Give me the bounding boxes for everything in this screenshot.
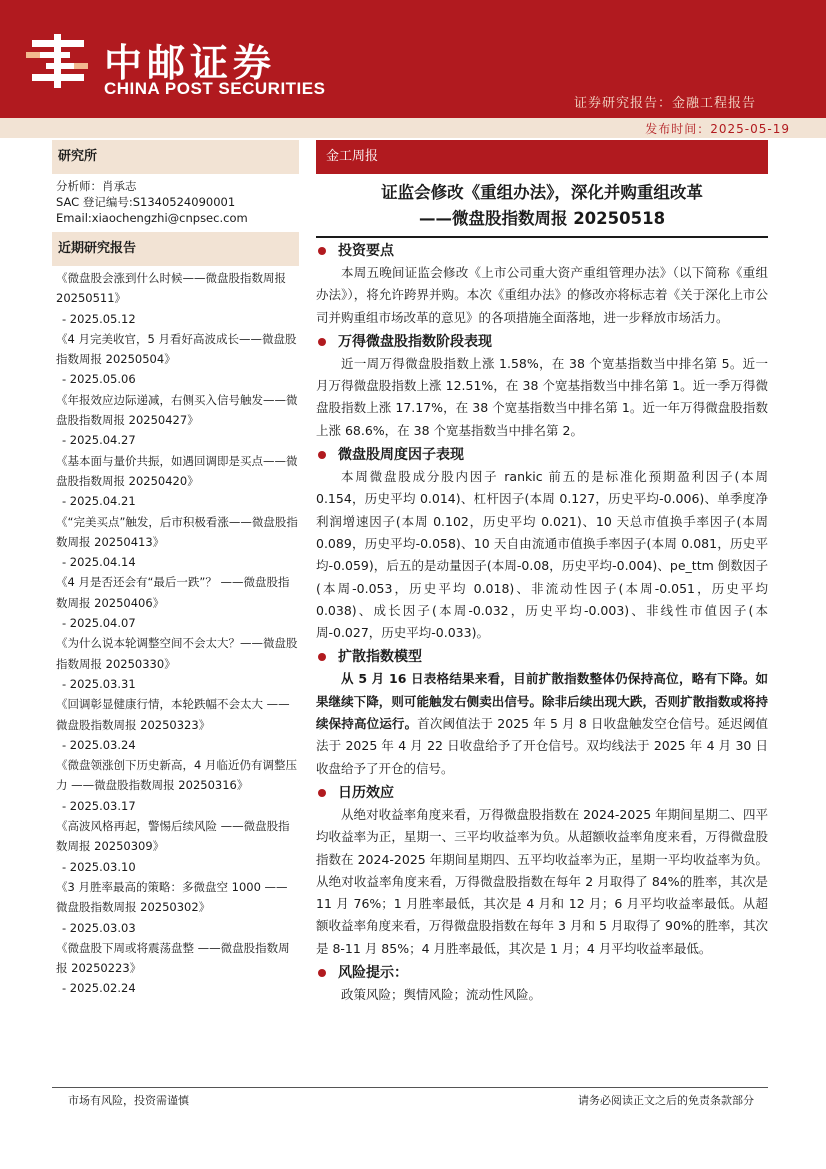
analyst-info [52, 174, 299, 230]
report-sections [316, 240, 768, 1006]
recent-report-item[interactable] [56, 755, 299, 816]
section-paragraph [316, 804, 768, 960]
bullet-dot-icon [318, 247, 326, 255]
recent-report-title[interactable]: 《3 月胜率最高的策略：多微盘空 1000 ——微盘股指数周报 20250302》 [56, 879, 288, 915]
recent-report-title[interactable]: 《回调彰显健康行情，本轮跌幅不会太大 ——微盘股指数周报 20250323》 [56, 697, 290, 732]
bullet-dot-icon [318, 789, 326, 797]
section-paragraph-text: 近一周万得微盘股指数上涨 1.58%，在 38 个宽基指数当中排名第 5。近一月万得微盘股指数上涨 12.51%，在 38 个宽基指数当中排名第 1。近一季万得微盘股指数上涨 17.17%，在 38 个宽基指数当中排名第 1。近一年万得微盘股指数上涨 68.6%，在 38 个宽基指数当中排名第 2。 [316, 355, 768, 438]
recent-report-date: - 2025.03.17 [62, 798, 136, 813]
recent-report-item[interactable] [56, 633, 299, 694]
section-paragraph-text: 首次阈值法于 2025 年 5 月 8 日收盘触发空仓信号。延迟阈值法于 2025 年 4 月 22 日收盘给予了开仓信号。双均线法于 2025 年 4 月 30 日收盘给予了开仓的信号。 [316, 716, 768, 776]
institute-heading: 研究所 [52, 140, 299, 174]
section-paragraph-text: 本周微盘股成分股内因子 rankic 前五的是标准化预期盈利因子(本周 0.154，历史平均 0.014)、杠杆因子(本周 0.127，历史平均-0.006)、单季度净利润增速因子(本周 0.102，历史平均 0.021)、10 天总市值换手率因子(本周 0.089，历史平均-0.058)、10 天自由流通市值换手率因子(本周 0.081，历史平均-0.059)，后五的是动量因子(本周-0.08，历史平均-0.004)、pe_ttm 倒数因子(本周-0.053，历史平均 0.018)、非流动性因子(本周-0.051，历史平均 0.038)、成长因子(本周-0.032，历史平均-0.003)、非线性市值因子(本周-0.027，历史平均-0.033)。 [316, 469, 768, 641]
section-heading-text: 风险提示： [338, 965, 408, 982]
recent-report-item[interactable] [56, 816, 299, 877]
brand-name-en: CHINA POST SECURITIES [104, 79, 326, 98]
footer-risk-note: 市场有风险，投资需谨慎 [68, 1094, 189, 1107]
recent-report-item[interactable] [56, 694, 299, 755]
recent-report-title[interactable]: 《微盘领涨创下历史新高，4 月临近仍有调整压力 ——微盘股指数周报 20250316》 [56, 758, 297, 793]
report-title [316, 180, 768, 232]
recent-report-date: - 2025.04.21 [62, 494, 136, 509]
recent-report-item[interactable] [56, 572, 299, 633]
recent-report-date: - 2025.03.31 [62, 676, 136, 691]
recent-report-item[interactable] [56, 390, 299, 451]
bullet-dot-icon [318, 451, 326, 459]
analyst-name: 分析师：肖承志 [56, 179, 137, 193]
section-paragraph [316, 466, 768, 644]
recent-report-item[interactable] [56, 512, 299, 573]
bullet-dot-icon [318, 969, 326, 977]
section-paragraph-text: 从绝对收益率角度来看，万得微盘股指数在 2024-2025 年期间星期二、四平均收益率为正，星期一、三平均收益率为负。从超额收益率角度来看，万得微盘股指数在 2024-2025 年期间星期四、五平均收益率为正，星期一平均收益率为负。从绝对收益率角度来看，万得微盘股指数在每年 2 月取得了 84%的胜率，其次是 11 月 76%；1 月胜率最低，其次是 4 月和 12 月；6 月平均收益率最低。从超额收益率角度来看，万得微盘股指数在每年 3 月和 5 月取得了 90%的胜率，其次是 8-11 月 85%；4 月胜率最低，其次是 1 月；4 月平均收益率最低。 [316, 806, 768, 956]
main-content [316, 140, 768, 1006]
publish-date: 发布时间：2025-05-19 [645, 122, 790, 136]
analyst-email: Email:xiaochengzhi@cnpsec.com [56, 211, 248, 225]
recent-report-date: - 2025.05.12 [62, 311, 136, 326]
section-paragraph [316, 984, 768, 1006]
report-title-line2: ——微盘股指数周报 20250518 [418, 209, 666, 228]
recent-report-title[interactable]: 《微盘股会涨到什么时候——微盘股指数周报 20250511》 [56, 271, 286, 306]
recent-report-title[interactable]: 《为什么说本轮调整空间不会太大？——微盘股指数周报 20250330》 [56, 636, 298, 671]
analyst-sac: SAC 登记编号:S1340524090001 [56, 195, 236, 209]
recent-report-title[interactable]: 《高波风格再起，警惕后续风险 ——微盘股指数周报 20250309》 [56, 819, 290, 854]
section-heading-text: 扩散指数模型 [338, 649, 422, 666]
china-post-logo-icon [26, 30, 88, 92]
recent-report-item[interactable] [56, 938, 299, 999]
recent-report-date: - 2025.03.10 [62, 859, 136, 874]
recent-report-item[interactable] [56, 451, 299, 512]
footer-disclaimer: 请务必阅读正文之后的免责条款部分 [578, 1094, 754, 1107]
left-sidebar [52, 140, 299, 999]
recent-report-title[interactable]: 《年报效应边际递减，右侧买入信号触发——微盘股指数周报 20250427》 [56, 392, 298, 428]
bullet-dot-icon [318, 338, 326, 346]
section-bold-lead: 从 5 月 16 日表格结果来看，目前扩散指数整体仍保持高位，略有下降。如果继续下降，则可能触发右侧卖出信号。除非后续出现大跌，否则扩散指数或将持续保持高位运行。 [316, 671, 768, 732]
section-heading [316, 240, 768, 262]
report-type: 证券研究报告：金融工程报告 [573, 96, 756, 111]
section-heading [316, 962, 768, 984]
recent-report-date: - 2025.04.27 [62, 433, 136, 448]
section-heading-text: 万得微盘股指数阶段表现 [338, 333, 492, 350]
recent-report-date: - 2025.03.03 [62, 920, 136, 935]
section-heading-text: 投资要点 [338, 243, 394, 259]
report-title-line1: 证监会修改《重组办法》，深化并购重组改革 [381, 183, 703, 202]
footer-divider [52, 1087, 768, 1088]
recent-report-date: - 2025.04.07 [62, 616, 136, 631]
recent-report-date: - 2025.02.24 [62, 981, 136, 996]
recent-report-item[interactable] [56, 877, 299, 938]
recent-report-date: - 2025.04.14 [62, 555, 136, 570]
report-category-tag: 金工周报 [316, 140, 768, 174]
section-heading [316, 782, 768, 804]
section-paragraph [316, 668, 768, 779]
section-heading [316, 646, 768, 668]
recent-report-item[interactable] [56, 268, 299, 329]
recent-report-title[interactable]: 《4 月是否还会有“最后一跌”？ ——微盘股指数周报 20250406》 [56, 575, 290, 610]
section-heading [316, 331, 768, 353]
recent-report-title[interactable]: 《4 月完美收官，5 月看好高波成长——微盘股指数周报 20250504》 [56, 331, 297, 367]
section-paragraph [316, 353, 768, 442]
recent-reports-list [52, 266, 299, 999]
recent-report-title[interactable]: 《“完美买点”触发，后市积极看涨——微盘股指数周报 20250413》 [56, 514, 298, 549]
recent-report-title[interactable]: 《微盘股下周或将震荡盘整 ——微盘股指数周报 20250223》 [56, 940, 290, 976]
bullet-dot-icon [318, 653, 326, 661]
recent-report-item[interactable] [56, 329, 299, 390]
brand-name-cn: 中邮证券 [104, 41, 277, 85]
section-paragraph-text: 本周五晚间证监会修改《上市公司重大资产重组管理办法》（以下简称《重组办法》），将允许跨界并购。本次《重组办法》的修改亦将标志着《关于深化上市公司并购重组市场改革的意见》的各项措施全面落地，进一步释放市场活力。 [316, 265, 768, 325]
recent-reports-heading: 近期研究报告 [52, 232, 299, 266]
section-heading-text: 日历效应 [338, 784, 394, 801]
recent-report-date: - 2025.03.24 [62, 737, 136, 752]
section-paragraph [316, 262, 768, 329]
section-heading [316, 444, 768, 466]
title-divider [316, 236, 768, 238]
recent-report-date: - 2025.05.06 [62, 372, 136, 387]
section-paragraph-text: 政策风险；舆情风险；流动性风险。 [341, 987, 542, 1003]
recent-report-title[interactable]: 《基本面与量价共振，如遇回调即是买点——微盘股指数周报 20250420》 [56, 453, 298, 488]
section-heading-text: 微盘股周度因子表现 [338, 447, 464, 464]
